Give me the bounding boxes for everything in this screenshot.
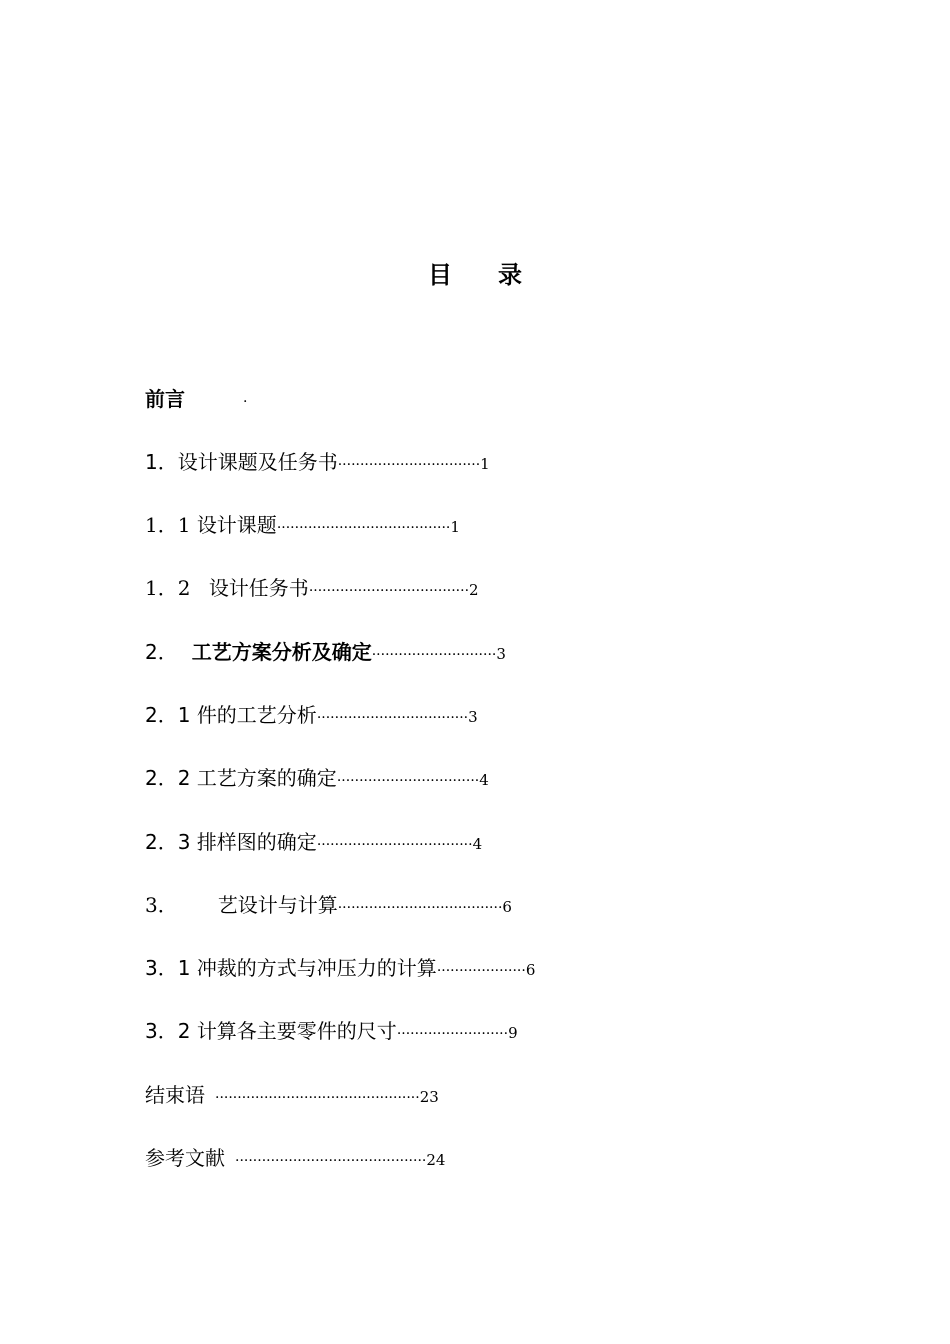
toc-entry-dots: ····················: [436, 963, 526, 979]
toc-entry-page: 2: [469, 581, 479, 599]
title-char-left: 目: [428, 261, 452, 289]
toc-entry-label: 参考文献: [145, 1146, 225, 1170]
toc-entry-label: 工艺方案分析及确定: [191, 640, 372, 664]
toc-entry-dots: ····································: [308, 583, 470, 599]
toc-entry-number: 1．: [145, 450, 178, 474]
toc-entry-label: 设计课题及任务书: [177, 450, 338, 474]
toc-entry-page: 3: [496, 645, 506, 663]
toc-entry-label: 件的工艺分析: [196, 703, 317, 727]
toc-entry-label: 艺设计与计算: [217, 893, 338, 917]
toc-entry-number: 3．: [145, 893, 178, 917]
toc-entry-2-3[interactable]: [145, 828, 482, 859]
toc-entry-3-1[interactable]: [145, 954, 535, 985]
toc-entry-1-2[interactable]: [145, 574, 479, 605]
toc-entry-page: 24: [426, 1151, 446, 1169]
toc-entry-label: 冲裁的方式与冲压力的计算: [196, 956, 437, 980]
toc-entry-1-1[interactable]: [145, 511, 460, 542]
toc-entry-number: 1．2: [145, 576, 197, 600]
toc-entry-2-2[interactable]: [145, 764, 489, 795]
toc-entry-page: 4: [479, 771, 489, 789]
toc-entry-dots: ································: [336, 773, 480, 789]
toc-entry-2-1[interactable]: [145, 701, 478, 732]
toc-entry-number: 3．2: [145, 1019, 197, 1043]
toc-entry-label: 前言: [145, 387, 185, 411]
toc-entry-dots: ·······································: [276, 520, 451, 536]
toc-entry-references[interactable]: [145, 1144, 445, 1175]
toc-entry-dots: ·····································: [337, 900, 503, 916]
toc-entry-number: 2．3: [145, 830, 197, 854]
toc-entry-dots: ··································: [316, 710, 469, 726]
toc-entry-page: 3: [468, 708, 478, 726]
toc-entry-page: 1: [450, 518, 460, 536]
toc-entry-number: 1．1: [145, 513, 197, 537]
toc-entry-page: 23: [419, 1088, 439, 1106]
toc-entry-dots: ································: [337, 457, 481, 473]
toc-entry-number: 2．2: [145, 766, 197, 790]
toc-entry-number: 2．1: [145, 703, 197, 727]
toc-entry-dots: ·: [243, 394, 248, 410]
toc-entry-page: 6: [525, 961, 536, 979]
page-title: [0, 255, 950, 290]
toc-entry-dots: ··············································: [215, 1090, 420, 1106]
toc-entry-number: 2．: [145, 640, 178, 664]
toc-entry-dots: ·························: [396, 1026, 509, 1042]
toc-entry-dots: ····························: [371, 647, 497, 663]
toc-entry-page: 1: [480, 455, 490, 473]
toc-entry-3-2[interactable]: [145, 1017, 518, 1048]
toc-entry-preface[interactable]: [145, 385, 247, 416]
toc-entry-number: 3．1: [145, 956, 197, 980]
toc-entry-label: 计算各主要零件的尺寸: [196, 1019, 397, 1043]
toc-entry-conclusion[interactable]: [145, 1081, 439, 1112]
toc-entry-page: 6: [502, 898, 512, 916]
title-char-right: 录: [498, 261, 522, 289]
toc-entry-label: 结束语: [145, 1083, 205, 1107]
toc-entry-page: 9: [508, 1024, 518, 1042]
toc-entry-label: 设计课题: [196, 513, 277, 537]
toc-entry-2[interactable]: [145, 638, 506, 669]
toc-entry-3[interactable]: [145, 891, 512, 922]
toc-entry-page: 4: [472, 835, 483, 853]
toc-entry-label: 排样图的确定: [196, 830, 317, 854]
toc-entry-dots: ···········································: [235, 1153, 427, 1169]
toc-entry-dots: ···································: [316, 837, 473, 853]
toc-entry-label: 设计任务书: [208, 576, 309, 600]
toc-entry-1[interactable]: [145, 448, 490, 479]
toc-entry-label: 工艺方案的确定: [196, 766, 337, 790]
